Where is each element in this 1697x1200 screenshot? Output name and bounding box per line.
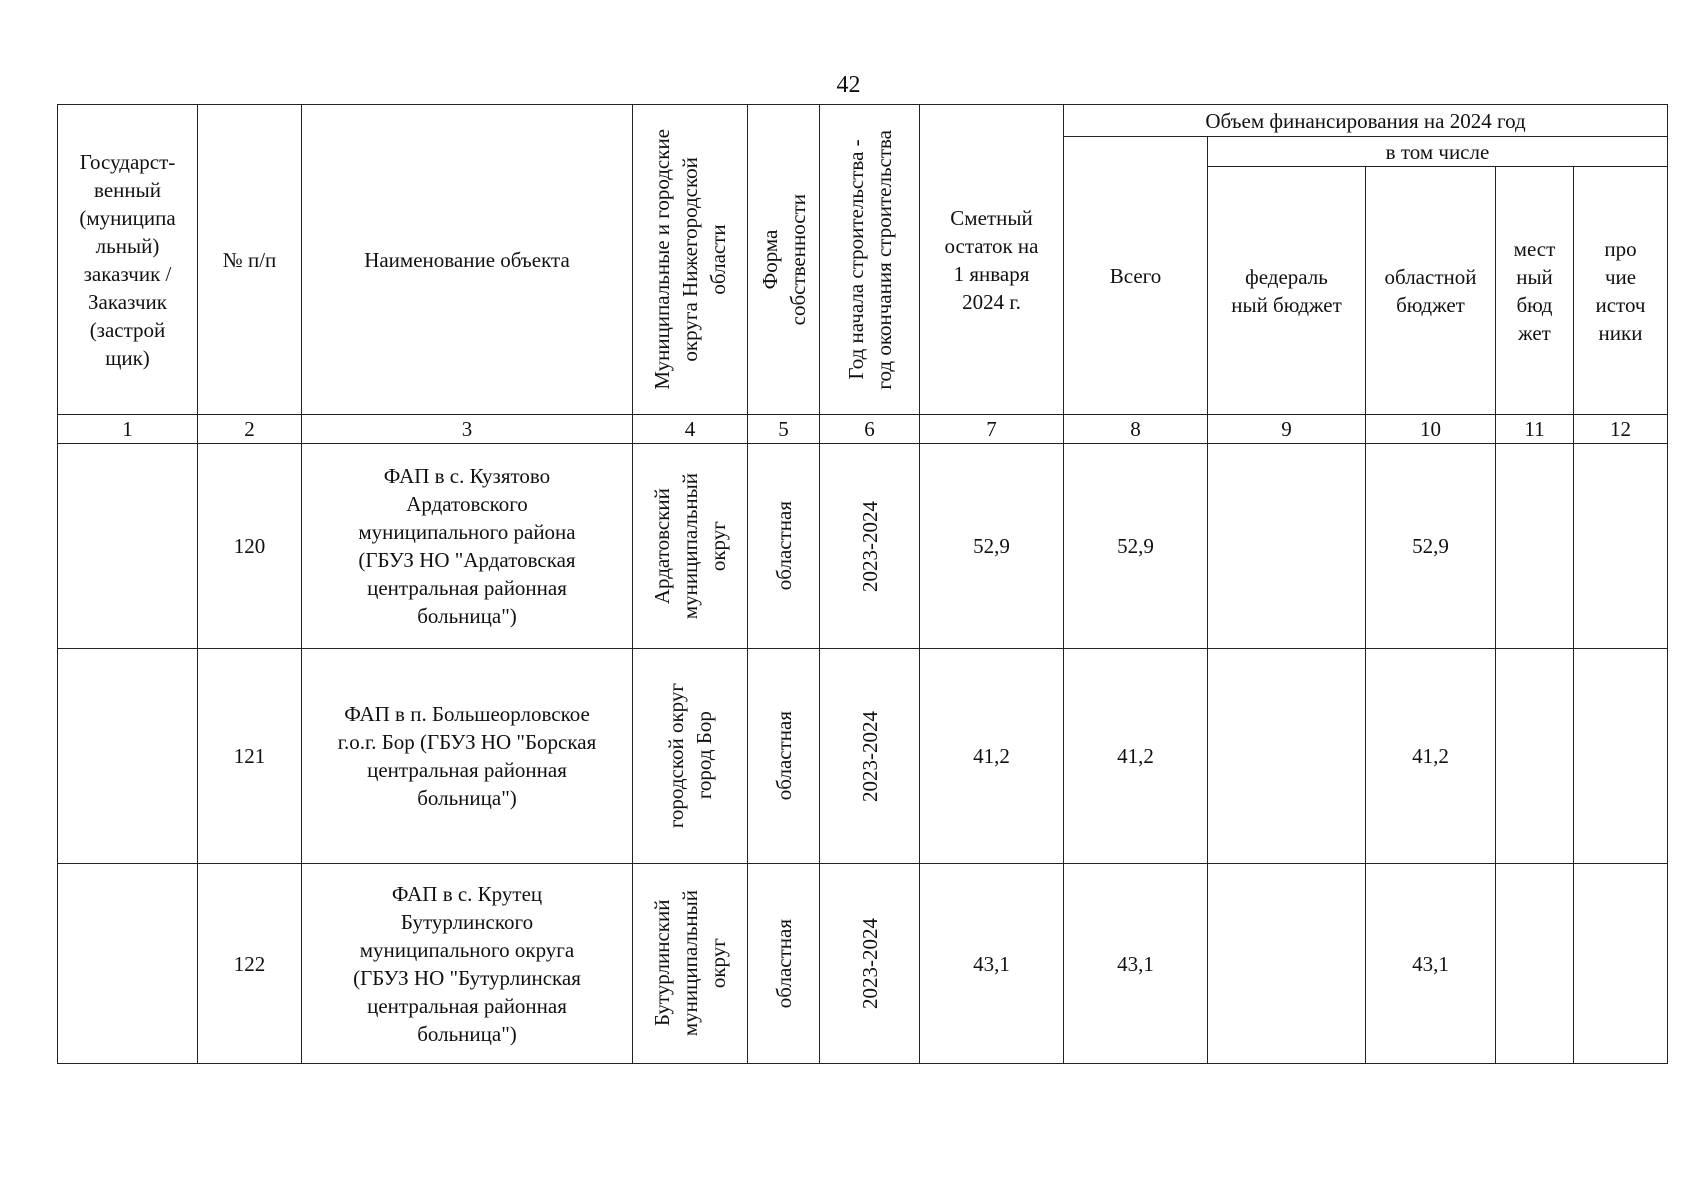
total-cell: 41,2 [1064,649,1208,864]
header-customer: Государст- венный (муниципа льный) заказчик / Заказчик (застрой щик) [58,105,198,415]
column-number: 5 [748,415,820,444]
ownership-cell: областная [748,864,820,1064]
object-name-cell: ФАП в с. Крутец Бутурлинского муниципального округа (ГБУЗ НО "Бутурлинская центральная районная больница") [302,864,633,1064]
total-cell: 52,9 [1064,444,1208,649]
header-object-name: Наименование объекта [302,105,633,415]
federal-cell [1208,444,1366,649]
object-name-cell: ФАП в п. Большеорловское г.о.г. Бор (ГБУЗ НО "Борская центральная районная больница") [302,649,633,864]
header-district: Муниципальные и городские округа Нижегородской области [633,105,748,415]
header-other: про чие источ ники [1574,167,1668,415]
header-funding-group: Объем финансирования на 2024 год [1064,105,1668,137]
column-number: 1 [58,415,198,444]
header-estimate: Сметный остаток на 1 января 2024 г. [920,105,1064,415]
header-federal: федераль ный бюджет [1208,167,1366,415]
column-number: 12 [1574,415,1668,444]
district-cell: Ардатовский муниципальный округ [633,444,748,649]
column-number: 9 [1208,415,1366,444]
header-local: мест ный бюд жет [1496,167,1574,415]
column-number: 4 [633,415,748,444]
district-cell: городской округ город Бор [633,649,748,864]
customer-cell [58,864,198,1064]
header-number: № п/п [198,105,302,415]
column-number: 10 [1366,415,1496,444]
regional-cell: 52,9 [1366,444,1496,649]
financing-table [57,104,1668,1064]
column-number: 11 [1496,415,1574,444]
object-name-cell: ФАП в с. Кузятово Ардатовского муниципального района (ГБУЗ НО "Ардатовская центральная районная больница") [302,444,633,649]
row-number-cell: 122 [198,864,302,1064]
regional-cell: 43,1 [1366,864,1496,1064]
other-cell [1574,864,1668,1064]
estimate-cell: 41,2 [920,649,1064,864]
header-ownership: Форма собственности [748,105,820,415]
header-including: в том числе [1208,137,1668,167]
row-number-cell: 120 [198,444,302,649]
column-number: 7 [920,415,1064,444]
column-number-row [58,415,1668,444]
years-cell: 2023-2024 [820,444,920,649]
estimate-cell: 52,9 [920,444,1064,649]
regional-cell: 41,2 [1366,649,1496,864]
table-row [58,864,1668,1064]
row-number-cell: 121 [198,649,302,864]
other-cell [1574,649,1668,864]
column-number: 8 [1064,415,1208,444]
customer-cell [58,649,198,864]
years-cell: 2023-2024 [820,864,920,1064]
column-number: 3 [302,415,633,444]
district-cell: Бутурлинский муниципальный округ [633,864,748,1064]
header-regional: областной бюджет [1366,167,1496,415]
header-total: Всего [1064,137,1208,415]
ownership-cell: областная [748,649,820,864]
header-years: Год начала строительства - год окончания строительства [820,105,920,415]
local-cell [1496,444,1574,649]
local-cell [1496,649,1574,864]
column-number: 2 [198,415,302,444]
customer-cell [58,444,198,649]
estimate-cell: 43,1 [920,864,1064,1064]
table-row [58,444,1668,649]
local-cell [1496,864,1574,1064]
federal-cell [1208,864,1366,1064]
ownership-cell: областная [748,444,820,649]
years-cell: 2023-2024 [820,649,920,864]
page-number: 42 [836,72,861,98]
table-row [58,649,1668,864]
federal-cell [1208,649,1366,864]
other-cell [1574,444,1668,649]
column-number: 6 [820,415,920,444]
total-cell: 43,1 [1064,864,1208,1064]
